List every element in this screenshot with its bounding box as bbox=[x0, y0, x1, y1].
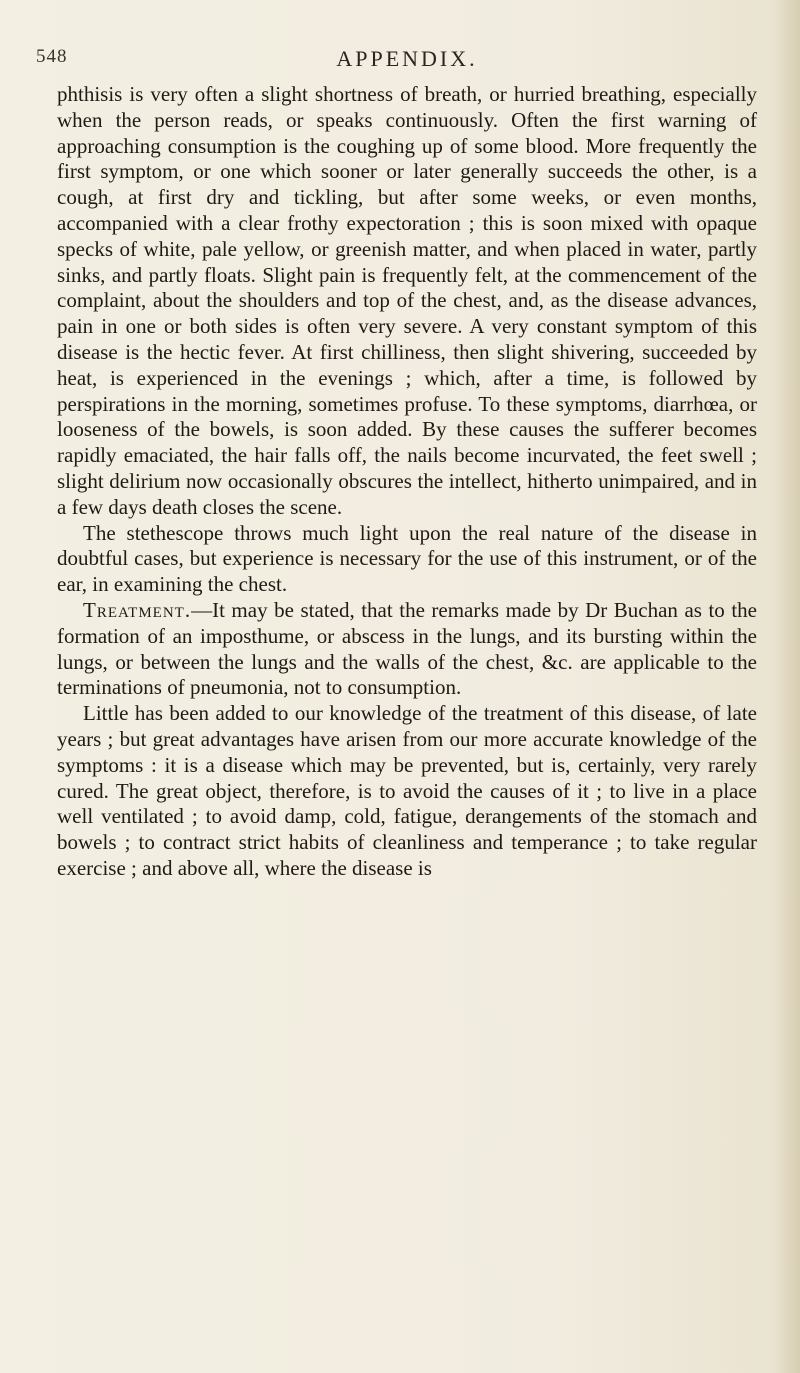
section-lead: Treatment. bbox=[83, 597, 192, 622]
running-head: APPENDIX. bbox=[336, 46, 478, 71]
page-header bbox=[36, 46, 748, 78]
paragraph-text: —It may be stated, that the remarks made by Dr Buchan as to the formation of an imposthume, or abscess in the lungs, and its bursting within the lungs, or between the lungs and the walls of the chest, &c. are applicable to the terminations of pneumonia, not to consumption. bbox=[57, 597, 757, 700]
paragraph-prevention bbox=[57, 701, 757, 882]
paragraph-text: phthisis is very often a slight shortness of breath, or hurried breathing, especially when the person reads, or speaks continuously. Often the first warning of approaching consumption is the coughing up of some blood. More frequently the first symptom, or one which sooner or later generally succeeds the other, is a cough, at first dry and tickling, but after some weeks, or even months, accompanied with a clear frothy expectoration ; this is soon mixed with opaque specks of white, pale yellow, or greenish matter, and when placed in water, partly sinks, and partly floats. Slight pain is frequently felt, at the commencement of the complaint, about the shoulders and top of the chest, and, as the disease advances, pain in one or both sides is often very severe. A very constant symptom of this disease is the hectic fever. At first chilliness, then slight shivering, succeeded by heat, is experienced in the evenings ; which, after a time, is followed by perspirations in the morning, sometimes profuse. To these symptoms, diarrhœa, or looseness of the bowels, is soon added. By these causes the sufferer becomes rapidly emaciated, the hair falls off, the nails become incurvated, the feet swell ; slight delirium now occasionally obscures the intellect, hitherto unimpaired, and in a few days death closes the scene. bbox=[57, 82, 757, 519]
paragraph-text: The stethescope throws much light upon the real nature of the disease in doubtful cases, but experience is necessary for the use of this instrument, or of the ear, in examining the chest. bbox=[57, 520, 757, 597]
body-text bbox=[57, 82, 757, 882]
page-number: 548 bbox=[36, 46, 68, 67]
paragraph-treatment bbox=[57, 598, 757, 701]
paragraph-text: Little has been added to our knowledge of the treatment of this disease, of late years ; but great advantages have arisen from our more accurate knowledge of the symptoms : it is a disease which may be prevented, but is, certainly, very rarely cured. The great object, therefore, is to avoid the causes of it ; to live in a place well ventilated ; to avoid damp, cold, fatigue, derangements of the stomach and bowels ; to contract strict habits of cleanliness and temperance ; to take regular exercise ; and above all, where the disease is bbox=[57, 701, 757, 880]
paragraph-stethoscope bbox=[57, 521, 757, 598]
paragraph-symptoms bbox=[57, 82, 757, 521]
